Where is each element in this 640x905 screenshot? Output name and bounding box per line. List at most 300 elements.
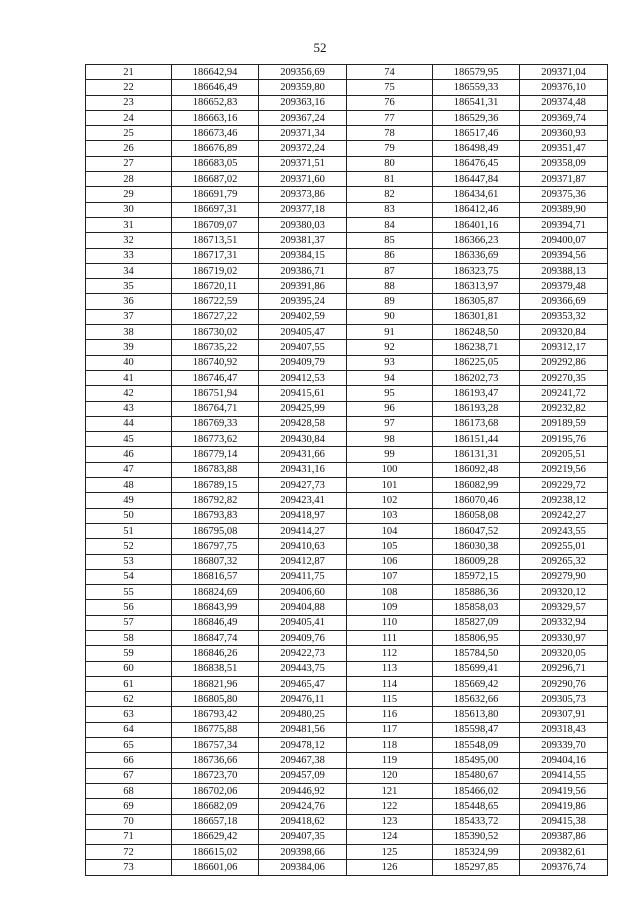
point-number-left: 73: [86, 860, 172, 875]
point-number-left: 50: [86, 508, 172, 523]
y-coordinate-left: 209373,86: [259, 187, 347, 202]
x-coordinate-left: 186642,94: [172, 65, 259, 80]
table-row: [86, 493, 608, 508]
x-coordinate-left: 186789,15: [172, 478, 259, 493]
point-number-left: 32: [86, 233, 172, 248]
point-number-right: 121: [347, 783, 433, 798]
y-coordinate-left: 209407,55: [259, 340, 347, 355]
y-coordinate-right: 209374,48: [520, 95, 608, 110]
x-coordinate-left: 186652,83: [172, 95, 259, 110]
x-coordinate-right: 186366,23: [433, 233, 520, 248]
x-coordinate-right: 185858,03: [433, 600, 520, 615]
x-coordinate-right: 186476,45: [433, 156, 520, 171]
point-number-left: 46: [86, 447, 172, 462]
table-row: [86, 416, 608, 431]
x-coordinate-left: 186783,88: [172, 462, 259, 477]
y-coordinate-right: 209270,35: [520, 370, 608, 385]
table-row: [86, 370, 608, 385]
point-number-right: 86: [347, 248, 433, 263]
y-coordinate-left: 209395,24: [259, 294, 347, 309]
table-row: [86, 80, 608, 95]
y-coordinate-right: 209371,04: [520, 65, 608, 80]
x-coordinate-left: 186683,05: [172, 156, 259, 171]
x-coordinate-right: 186305,87: [433, 294, 520, 309]
point-number-right: 118: [347, 738, 433, 753]
point-number-right: 105: [347, 539, 433, 554]
x-coordinate-left: 186795,08: [172, 523, 259, 538]
y-coordinate-left: 209412,53: [259, 370, 347, 385]
point-number-right: 91: [347, 325, 433, 340]
x-coordinate-right: 186193,28: [433, 401, 520, 416]
y-coordinate-right: 209290,76: [520, 676, 608, 691]
x-coordinate-left: 186792,82: [172, 493, 259, 508]
point-number-left: 67: [86, 768, 172, 783]
x-coordinate-right: 186131,31: [433, 447, 520, 462]
x-coordinate-left: 186769,33: [172, 416, 259, 431]
x-coordinate-left: 186723,70: [172, 768, 259, 783]
y-coordinate-right: 209241,72: [520, 386, 608, 401]
point-number-left: 41: [86, 370, 172, 385]
x-coordinate-right: 185806,95: [433, 630, 520, 645]
y-coordinate-left: 209480,25: [259, 707, 347, 722]
x-coordinate-left: 186657,18: [172, 814, 259, 829]
table-row: [86, 156, 608, 171]
x-coordinate-left: 186601,06: [172, 860, 259, 875]
y-coordinate-right: 209369,74: [520, 110, 608, 125]
table-row: [86, 630, 608, 645]
point-number-right: 110: [347, 615, 433, 630]
point-number-right: 116: [347, 707, 433, 722]
x-coordinate-right: 185297,85: [433, 860, 520, 875]
point-number-left: 70: [86, 814, 172, 829]
x-coordinate-right: 185972,15: [433, 569, 520, 584]
x-coordinate-left: 186687,02: [172, 172, 259, 187]
x-coordinate-left: 186740,92: [172, 355, 259, 370]
y-coordinate-right: 209394,71: [520, 217, 608, 232]
x-coordinate-left: 186757,34: [172, 738, 259, 753]
table-row: [86, 110, 608, 125]
point-number-left: 59: [86, 646, 172, 661]
y-coordinate-right: 209318,43: [520, 722, 608, 737]
point-number-right: 101: [347, 478, 433, 493]
y-coordinate-left: 209430,84: [259, 432, 347, 447]
table-row: [86, 279, 608, 294]
table-row: [86, 217, 608, 232]
y-coordinate-left: 209457,09: [259, 768, 347, 783]
table-row: [86, 263, 608, 278]
y-coordinate-right: 209389,90: [520, 202, 608, 217]
x-coordinate-right: 186047,52: [433, 523, 520, 538]
point-number-left: 65: [86, 738, 172, 753]
x-coordinate-left: 186793,83: [172, 508, 259, 523]
x-coordinate-right: 186058,08: [433, 508, 520, 523]
y-coordinate-right: 209388,13: [520, 263, 608, 278]
y-coordinate-left: 209425,99: [259, 401, 347, 416]
x-coordinate-right: 186559,33: [433, 80, 520, 95]
x-coordinate-left: 186846,49: [172, 615, 259, 630]
x-coordinate-right: 185827,09: [433, 615, 520, 630]
point-number-left: 22: [86, 80, 172, 95]
table-row: [86, 447, 608, 462]
y-coordinate-right: 209242,27: [520, 508, 608, 523]
x-coordinate-left: 186697,31: [172, 202, 259, 217]
y-coordinate-right: 209415,38: [520, 814, 608, 829]
y-coordinate-left: 209386,71: [259, 263, 347, 278]
table-row: [86, 738, 608, 753]
point-number-right: 102: [347, 493, 433, 508]
point-number-right: 107: [347, 569, 433, 584]
y-coordinate-right: 209320,12: [520, 585, 608, 600]
y-coordinate-left: 209481,56: [259, 722, 347, 737]
x-coordinate-right: 185548,09: [433, 738, 520, 753]
point-number-right: 87: [347, 263, 433, 278]
y-coordinate-left: 209384,06: [259, 860, 347, 875]
y-coordinate-left: 209381,37: [259, 233, 347, 248]
y-coordinate-left: 209476,11: [259, 692, 347, 707]
point-number-right: 92: [347, 340, 433, 355]
y-coordinate-left: 209410,63: [259, 539, 347, 554]
x-coordinate-right: 186070,46: [433, 493, 520, 508]
point-number-right: 79: [347, 141, 433, 156]
point-number-left: 35: [86, 279, 172, 294]
x-coordinate-right: 186238,71: [433, 340, 520, 355]
table-row: [86, 202, 608, 217]
x-coordinate-left: 186779,14: [172, 447, 259, 462]
y-coordinate-right: 209387,86: [520, 829, 608, 844]
x-coordinate-right: 186173,68: [433, 416, 520, 431]
y-coordinate-right: 209205,51: [520, 447, 608, 462]
x-coordinate-left: 186746,47: [172, 370, 259, 385]
point-number-right: 96: [347, 401, 433, 416]
table-row: [86, 585, 608, 600]
y-coordinate-left: 209405,41: [259, 615, 347, 630]
table-row: [86, 355, 608, 370]
x-coordinate-left: 186847,74: [172, 630, 259, 645]
x-coordinate-left: 186736,66: [172, 753, 259, 768]
table-row: [86, 233, 608, 248]
y-coordinate-right: 209414,55: [520, 768, 608, 783]
y-coordinate-left: 209384,15: [259, 248, 347, 263]
y-coordinate-right: 209189,59: [520, 416, 608, 431]
y-coordinate-left: 209391,86: [259, 279, 347, 294]
point-number-left: 36: [86, 294, 172, 309]
point-number-right: 94: [347, 370, 433, 385]
table-row: [86, 829, 608, 844]
y-coordinate-left: 209409,79: [259, 355, 347, 370]
y-coordinate-right: 209330,97: [520, 630, 608, 645]
x-coordinate-left: 186646,49: [172, 80, 259, 95]
point-number-right: 84: [347, 217, 433, 232]
point-number-right: 82: [347, 187, 433, 202]
y-coordinate-left: 209363,16: [259, 95, 347, 110]
table-row: [86, 539, 608, 554]
x-coordinate-right: 186313,97: [433, 279, 520, 294]
y-coordinate-left: 209371,34: [259, 126, 347, 141]
point-number-left: 26: [86, 141, 172, 156]
y-coordinate-right: 209351,47: [520, 141, 608, 156]
table-row: [86, 248, 608, 263]
table-row: [86, 692, 608, 707]
x-coordinate-right: 186529,36: [433, 110, 520, 125]
point-number-left: 27: [86, 156, 172, 171]
x-coordinate-right: 185390,52: [433, 829, 520, 844]
table-row: [86, 508, 608, 523]
x-coordinate-left: 186846,26: [172, 646, 259, 661]
table-row: [86, 569, 608, 584]
x-coordinate-left: 186797,75: [172, 539, 259, 554]
y-coordinate-left: 209406,60: [259, 585, 347, 600]
point-number-left: 24: [86, 110, 172, 125]
x-coordinate-right: 186447,84: [433, 172, 520, 187]
point-number-left: 44: [86, 416, 172, 431]
point-number-right: 78: [347, 126, 433, 141]
y-coordinate-right: 209394,56: [520, 248, 608, 263]
table-row: [86, 799, 608, 814]
point-number-right: 74: [347, 65, 433, 80]
y-coordinate-right: 209296,71: [520, 661, 608, 676]
point-number-left: 42: [86, 386, 172, 401]
table-row: [86, 478, 608, 493]
y-coordinate-left: 209409,76: [259, 630, 347, 645]
x-coordinate-right: 185466,02: [433, 783, 520, 798]
x-coordinate-right: 185613,80: [433, 707, 520, 722]
x-coordinate-left: 186764,71: [172, 401, 259, 416]
point-number-left: 38: [86, 325, 172, 340]
table-row: [86, 432, 608, 447]
point-number-left: 71: [86, 829, 172, 844]
x-coordinate-right: 186579,95: [433, 65, 520, 80]
point-number-right: 109: [347, 600, 433, 615]
table-row: [86, 523, 608, 538]
y-coordinate-right: 209353,32: [520, 309, 608, 324]
x-coordinate-right: 186082,99: [433, 478, 520, 493]
point-number-left: 33: [86, 248, 172, 263]
x-coordinate-left: 186702,06: [172, 783, 259, 798]
x-coordinate-right: 186009,28: [433, 554, 520, 569]
y-coordinate-left: 209467,38: [259, 753, 347, 768]
x-coordinate-left: 186615,02: [172, 845, 259, 860]
point-number-right: 111: [347, 630, 433, 645]
x-coordinate-right: 186541,31: [433, 95, 520, 110]
y-coordinate-left: 209371,51: [259, 156, 347, 171]
x-coordinate-left: 186775,88: [172, 722, 259, 737]
point-number-right: 98: [347, 432, 433, 447]
point-number-right: 112: [347, 646, 433, 661]
table-row: [86, 126, 608, 141]
table-row: [86, 309, 608, 324]
table-row: [86, 600, 608, 615]
y-coordinate-right: 209358,09: [520, 156, 608, 171]
point-number-left: 30: [86, 202, 172, 217]
x-coordinate-right: 185632,66: [433, 692, 520, 707]
table-row: [86, 860, 608, 875]
point-number-right: 125: [347, 845, 433, 860]
point-number-left: 53: [86, 554, 172, 569]
y-coordinate-left: 209380,03: [259, 217, 347, 232]
point-number-left: 64: [86, 722, 172, 737]
x-coordinate-left: 186717,31: [172, 248, 259, 263]
point-number-right: 89: [347, 294, 433, 309]
y-coordinate-left: 209478,12: [259, 738, 347, 753]
table-row: [86, 294, 608, 309]
point-number-left: 31: [86, 217, 172, 232]
x-coordinate-right: 185495,00: [433, 753, 520, 768]
y-coordinate-left: 209356,69: [259, 65, 347, 80]
point-number-right: 122: [347, 799, 433, 814]
point-number-right: 95: [347, 386, 433, 401]
y-coordinate-right: 209329,57: [520, 600, 608, 615]
point-number-left: 69: [86, 799, 172, 814]
x-coordinate-right: 186412,46: [433, 202, 520, 217]
point-number-left: 57: [86, 615, 172, 630]
y-coordinate-right: 209265,32: [520, 554, 608, 569]
x-coordinate-left: 186843,99: [172, 600, 259, 615]
x-coordinate-right: 186336,69: [433, 248, 520, 263]
x-coordinate-right: 186092,48: [433, 462, 520, 477]
y-coordinate-left: 209428,58: [259, 416, 347, 431]
point-number-left: 37: [86, 309, 172, 324]
x-coordinate-left: 186727,22: [172, 309, 259, 324]
point-number-right: 126: [347, 860, 433, 875]
point-number-left: 40: [86, 355, 172, 370]
x-coordinate-right: 185448,65: [433, 799, 520, 814]
x-coordinate-left: 186730,02: [172, 325, 259, 340]
table-row: [86, 615, 608, 630]
x-coordinate-right: 186030,38: [433, 539, 520, 554]
x-coordinate-right: 186248,50: [433, 325, 520, 340]
point-number-right: 123: [347, 814, 433, 829]
point-number-left: 56: [86, 600, 172, 615]
x-coordinate-right: 186401,16: [433, 217, 520, 232]
point-number-left: 68: [86, 783, 172, 798]
point-number-right: 100: [347, 462, 433, 477]
point-number-left: 60: [86, 661, 172, 676]
point-number-left: 28: [86, 172, 172, 187]
x-coordinate-left: 186682,09: [172, 799, 259, 814]
table-row: [86, 462, 608, 477]
y-coordinate-right: 209419,56: [520, 783, 608, 798]
point-number-left: 72: [86, 845, 172, 860]
y-coordinate-right: 209371,87: [520, 172, 608, 187]
y-coordinate-right: 209320,84: [520, 325, 608, 340]
coordinates-table-body: [86, 65, 608, 876]
table-row: [86, 172, 608, 187]
point-number-right: 83: [347, 202, 433, 217]
point-number-right: 75: [347, 80, 433, 95]
x-coordinate-right: 185598,47: [433, 722, 520, 737]
x-coordinate-right: 186202,73: [433, 370, 520, 385]
y-coordinate-left: 209446,92: [259, 783, 347, 798]
y-coordinate-right: 209366,69: [520, 294, 608, 309]
y-coordinate-right: 209419,86: [520, 799, 608, 814]
point-number-left: 51: [86, 523, 172, 538]
y-coordinate-left: 209405,47: [259, 325, 347, 340]
x-coordinate-left: 186663,16: [172, 110, 259, 125]
y-coordinate-right: 209312,17: [520, 340, 608, 355]
table-row: [86, 722, 608, 737]
y-coordinate-left: 209427,73: [259, 478, 347, 493]
y-coordinate-left: 209422,73: [259, 646, 347, 661]
y-coordinate-right: 209238,12: [520, 493, 608, 508]
y-coordinate-left: 209424,76: [259, 799, 347, 814]
y-coordinate-left: 209407,35: [259, 829, 347, 844]
y-coordinate-left: 209418,62: [259, 814, 347, 829]
x-coordinate-right: 185886,36: [433, 585, 520, 600]
point-number-right: 117: [347, 722, 433, 737]
point-number-right: 104: [347, 523, 433, 538]
point-number-right: 76: [347, 95, 433, 110]
x-coordinate-right: 186517,46: [433, 126, 520, 141]
y-coordinate-right: 209376,10: [520, 80, 608, 95]
x-coordinate-left: 186691,79: [172, 187, 259, 202]
point-number-left: 45: [86, 432, 172, 447]
x-coordinate-right: 185433,72: [433, 814, 520, 829]
point-number-right: 93: [347, 355, 433, 370]
point-number-left: 23: [86, 95, 172, 110]
x-coordinate-left: 186713,51: [172, 233, 259, 248]
table-row: [86, 187, 608, 202]
page-number: 52: [313, 40, 327, 55]
point-number-right: 124: [347, 829, 433, 844]
y-coordinate-right: 209279,90: [520, 569, 608, 584]
x-coordinate-left: 186751,94: [172, 386, 259, 401]
x-coordinate-left: 186838,51: [172, 661, 259, 676]
point-number-right: 120: [347, 768, 433, 783]
point-number-left: 43: [86, 401, 172, 416]
y-coordinate-right: 209320,05: [520, 646, 608, 661]
point-number-left: 55: [86, 585, 172, 600]
x-coordinate-right: 185669,42: [433, 676, 520, 691]
y-coordinate-right: 209379,48: [520, 279, 608, 294]
point-number-left: 48: [86, 478, 172, 493]
x-coordinate-left: 186807,32: [172, 554, 259, 569]
point-number-left: 58: [86, 630, 172, 645]
point-number-right: 119: [347, 753, 433, 768]
table-row: [86, 707, 608, 722]
x-coordinate-right: 186193,47: [433, 386, 520, 401]
x-coordinate-left: 186773,62: [172, 432, 259, 447]
y-coordinate-right: 209400,07: [520, 233, 608, 248]
x-coordinate-right: 186151,44: [433, 432, 520, 447]
table-row: [86, 661, 608, 676]
x-coordinate-left: 186793,42: [172, 707, 259, 722]
x-coordinate-left: 186824,69: [172, 585, 259, 600]
x-coordinate-left: 186629,42: [172, 829, 259, 844]
y-coordinate-left: 209465,47: [259, 676, 347, 691]
x-coordinate-right: 186434,61: [433, 187, 520, 202]
y-coordinate-left: 209423,41: [259, 493, 347, 508]
y-coordinate-right: 209332,94: [520, 615, 608, 630]
point-number-right: 77: [347, 110, 433, 125]
table-row: [86, 554, 608, 569]
point-number-right: 114: [347, 676, 433, 691]
point-number-left: 47: [86, 462, 172, 477]
y-coordinate-right: 209255,01: [520, 539, 608, 554]
x-coordinate-right: 186225,05: [433, 355, 520, 370]
point-number-left: 29: [86, 187, 172, 202]
x-coordinate-right: 186323,75: [433, 263, 520, 278]
y-coordinate-left: 209372,24: [259, 141, 347, 156]
y-coordinate-left: 209359,80: [259, 80, 347, 95]
y-coordinate-right: 209305,73: [520, 692, 608, 707]
point-number-right: 80: [347, 156, 433, 171]
x-coordinate-right: 185699,41: [433, 661, 520, 676]
y-coordinate-right: 209229,72: [520, 478, 608, 493]
y-coordinate-right: 209382,61: [520, 845, 608, 860]
x-coordinate-right: 185784,50: [433, 646, 520, 661]
point-number-right: 115: [347, 692, 433, 707]
point-number-left: 25: [86, 126, 172, 141]
